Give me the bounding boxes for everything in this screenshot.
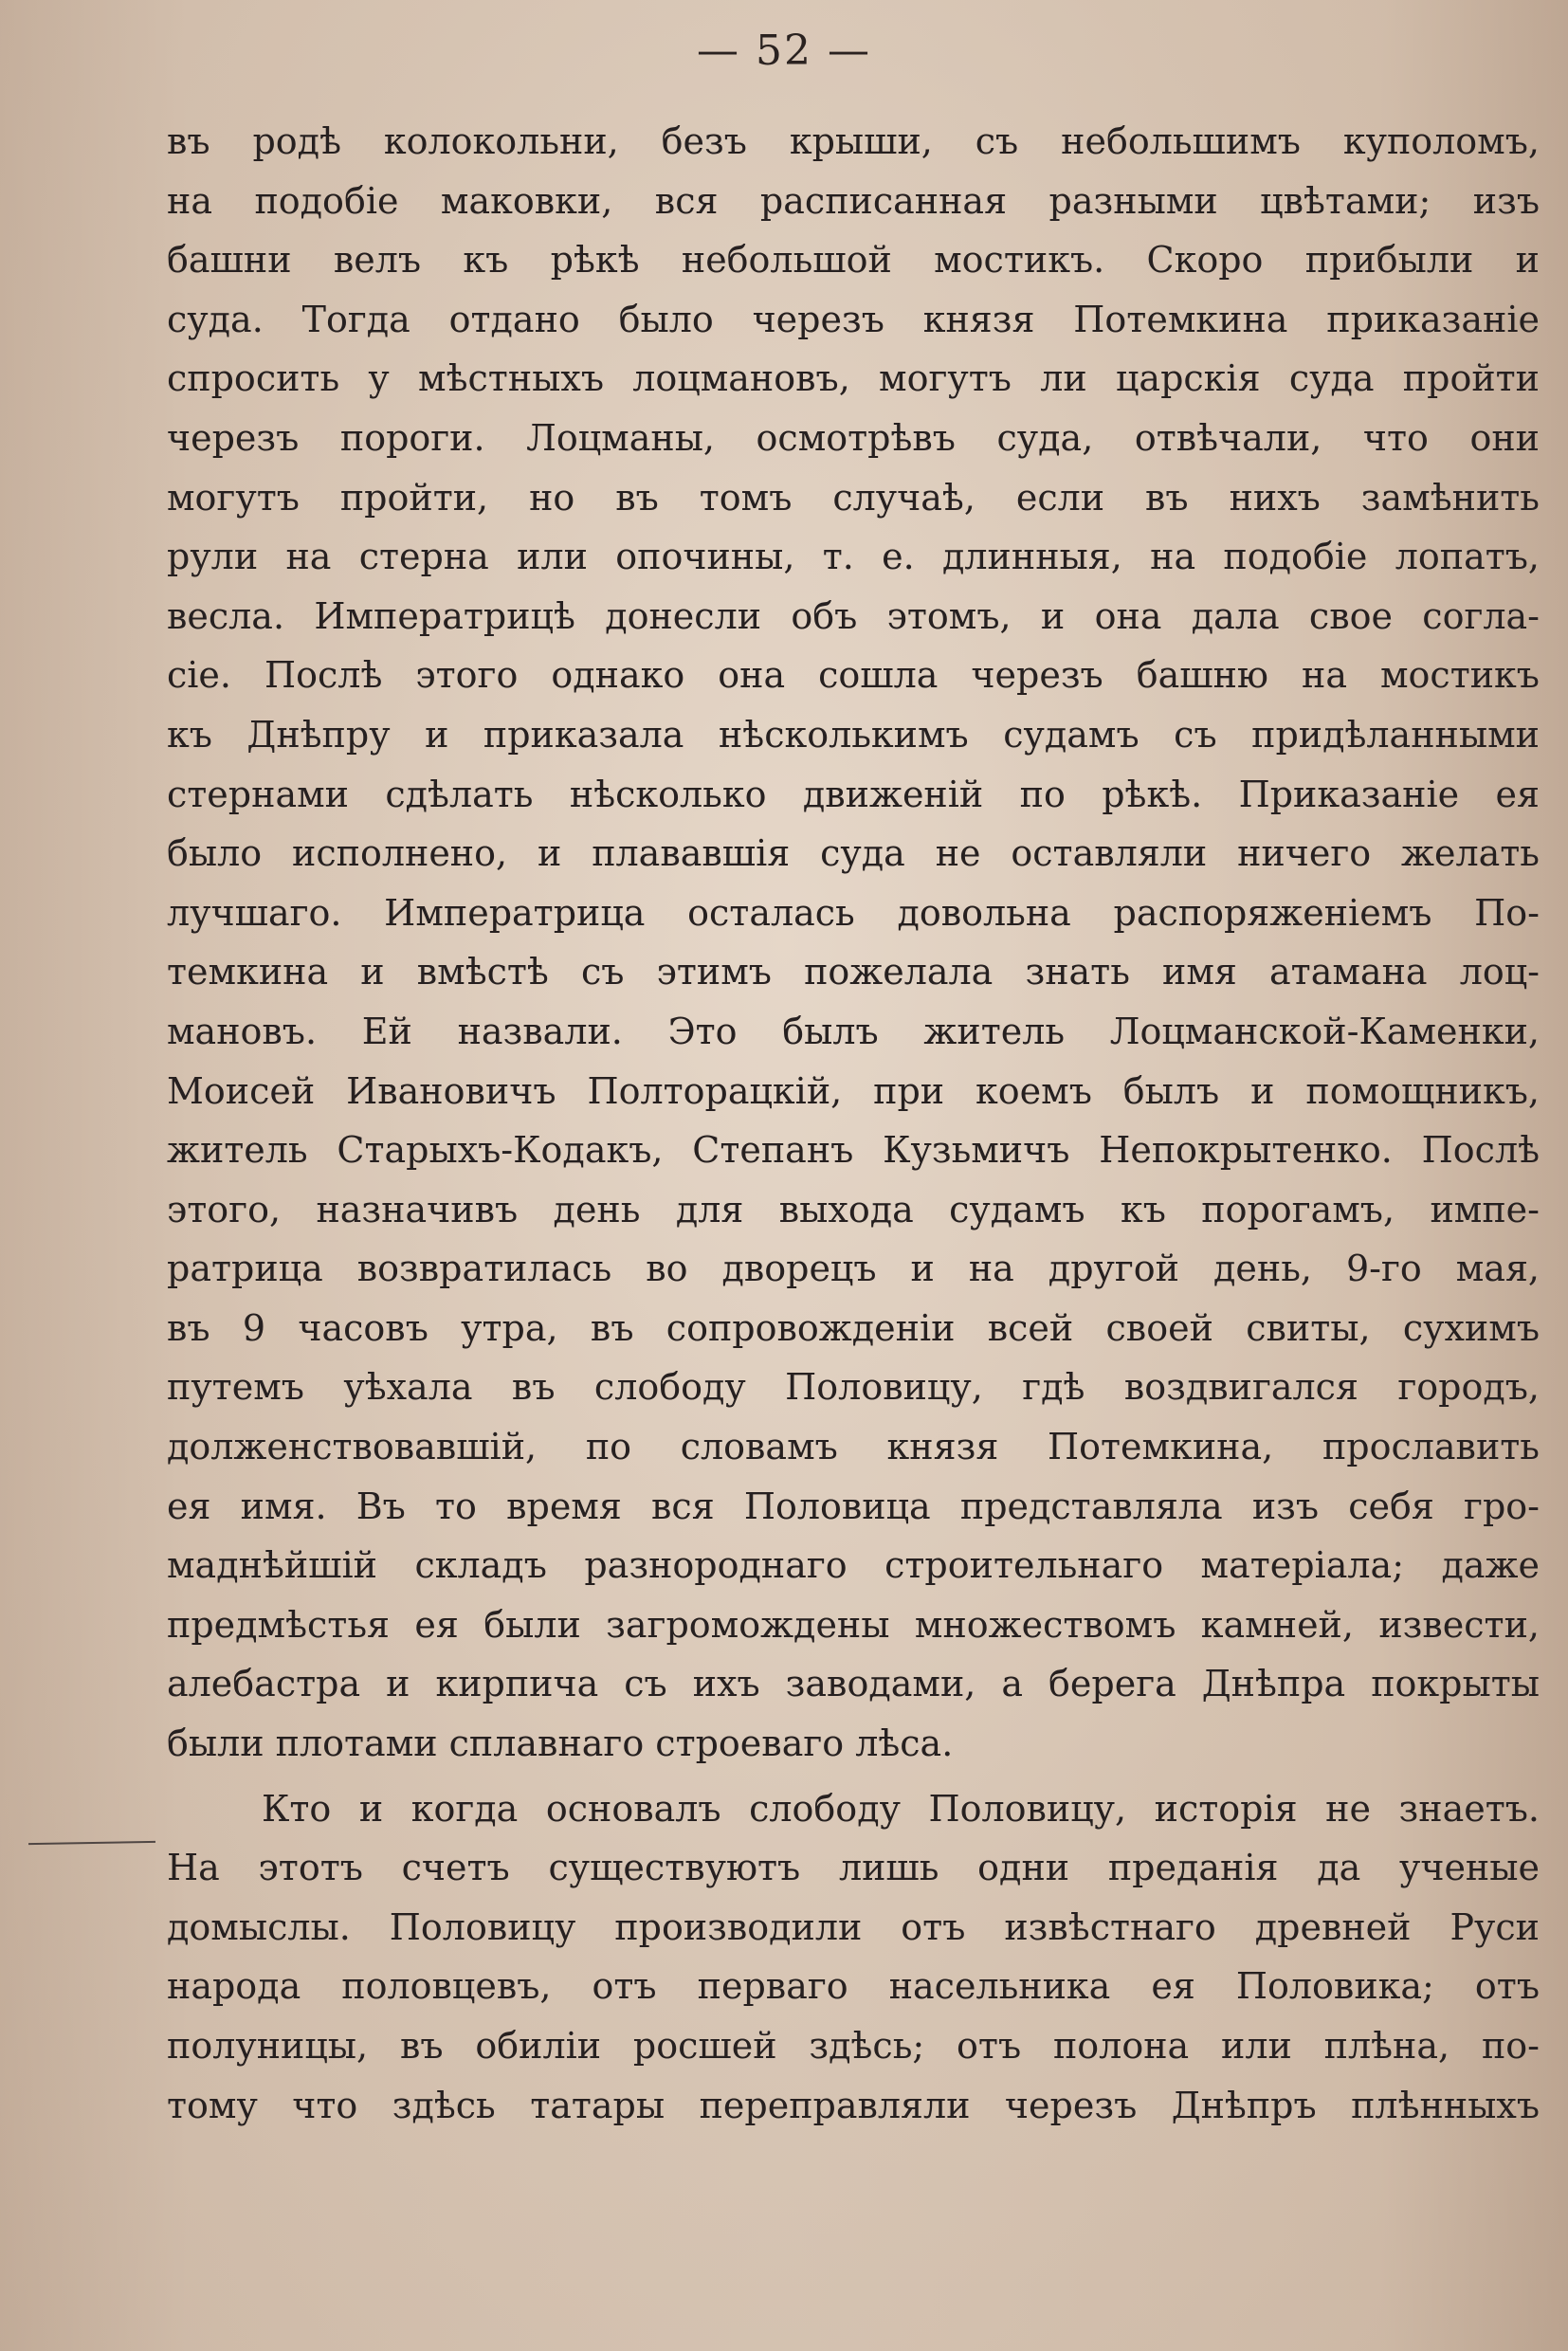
text-line: весла. Императрицѣ донесли объ этомъ, и она дала свое согла- bbox=[167, 594, 1540, 637]
paragraph-1 bbox=[167, 112, 1540, 1774]
body-text bbox=[167, 112, 1540, 2135]
text-line: темкина и вмѣстѣ съ этимъ пожелала знать имя атамана лоц- bbox=[167, 951, 1540, 993]
text-line: маднѣйшій складъ разнороднаго строительнаго матеріала; даже bbox=[167, 1544, 1540, 1587]
text-line: къ Днѣпру и приказала нѣсколькимъ судамъ съ придѣланными bbox=[167, 713, 1540, 756]
page-number-dash-left: — bbox=[697, 27, 740, 75]
text-line: были плотами сплавнаго строеваго лѣса. bbox=[167, 1722, 954, 1765]
text-line: тому что здѣсь татары переправляли черезъ Днѣпръ плѣнныхъ bbox=[167, 2084, 1540, 2126]
text-line: стернами сдѣлать нѣсколько движеній по рѣкѣ. Приказаніе ея bbox=[167, 773, 1540, 815]
text-line: долженствовавшій, по словамъ князя Потемкина, прославить bbox=[167, 1426, 1540, 1468]
text-line: путемъ уѣхала въ слободу Половицу, гдѣ воздвигался городъ, bbox=[167, 1366, 1540, 1409]
text-line: черезъ пороги. Лоцманы, осмотрѣвъ суда, отвѣчали, что они bbox=[167, 416, 1540, 459]
text-line: домыслы. Половицу производили отъ извѣстнаго древней Руси bbox=[167, 1905, 1540, 1948]
margin-pencil-mark bbox=[28, 1841, 155, 1845]
text-line: На этотъ счетъ существуютъ лишь одни преданія да ученые bbox=[167, 1847, 1540, 1889]
paragraph-2 bbox=[167, 1779, 1540, 2136]
text-line: въ 9 часовъ утра, въ сопровожденіи всей своей свиты, сухимъ bbox=[167, 1306, 1540, 1349]
text-line: алебастра и кирпича съ ихъ заводами, а берега Днѣпра покрыты bbox=[167, 1663, 1540, 1705]
text-line: сіе. Послѣ этого однако она сошла черезъ башню на мостикъ bbox=[167, 654, 1540, 697]
text-line: могутъ пройти, но въ томъ случаѣ, если въ нихъ замѣнить bbox=[167, 476, 1540, 519]
text-line: было исполнено, и плававшія суда не оставляли ничего желать bbox=[167, 832, 1540, 875]
text-line: ея имя. Въ то время вся Половица представляла изъ себя гро- bbox=[167, 1485, 1540, 1527]
text-line: этого, назначивъ день для выхода судамъ къ порогамъ, импе- bbox=[167, 1188, 1540, 1230]
text-line: народа половцевъ, отъ перваго насельника ея Половика; отъ bbox=[167, 1965, 1540, 2008]
page-number-header bbox=[0, 27, 1568, 75]
text-line: Моисей Ивановичъ Полторацкій, при коемъ былъ и помощникъ, bbox=[167, 1069, 1540, 1112]
text-line: предмѣстья ея были загромождены множествомъ камней, извести, bbox=[167, 1603, 1540, 1646]
text-line: въ родѣ колокольни, безъ крыши, съ небольшимъ куполомъ, bbox=[167, 120, 1540, 162]
text-line: лучшаго. Императрица осталась довольна распоряженіемъ По- bbox=[167, 891, 1540, 934]
text-line: рули на стерна или опочины, т. е. длинныя, на подобіе лопатъ, bbox=[167, 536, 1540, 578]
text-line: ратрица возвратилась во дворецъ и на другой день, 9-го мая, bbox=[167, 1248, 1540, 1290]
page-number-dash-right: — bbox=[828, 27, 871, 75]
page-number: 52 bbox=[756, 27, 812, 75]
text-line: мановъ. Ей назвали. Это былъ житель Лоцманской-Каменки, bbox=[167, 1010, 1540, 1052]
text-line: на подобіе маковки, вся расписанная разными цвѣтами; изъ bbox=[167, 179, 1540, 222]
text-line: башни велъ къ рѣкѣ небольшой мостикъ. Скоро прибыли и bbox=[167, 239, 1540, 282]
text-line: полуницы, въ обиліи росшей здѣсь; отъ полона или плѣна, по- bbox=[167, 2025, 1540, 2067]
text-line: суда. Тогда отдано было черезъ князя Потемкина приказаніе bbox=[167, 298, 1540, 340]
text-line: житель Старыхъ-Кодакъ, Степанъ Кузьмичъ Непокрытенко. Послѣ bbox=[167, 1129, 1540, 1172]
text-line: спросить у мѣстныхъ лоцмановъ, могутъ ли царскія суда пройти bbox=[167, 357, 1540, 400]
text-line: Кто и когда основалъ слободу Половицу, исторія не знаетъ. bbox=[262, 1787, 1540, 1830]
